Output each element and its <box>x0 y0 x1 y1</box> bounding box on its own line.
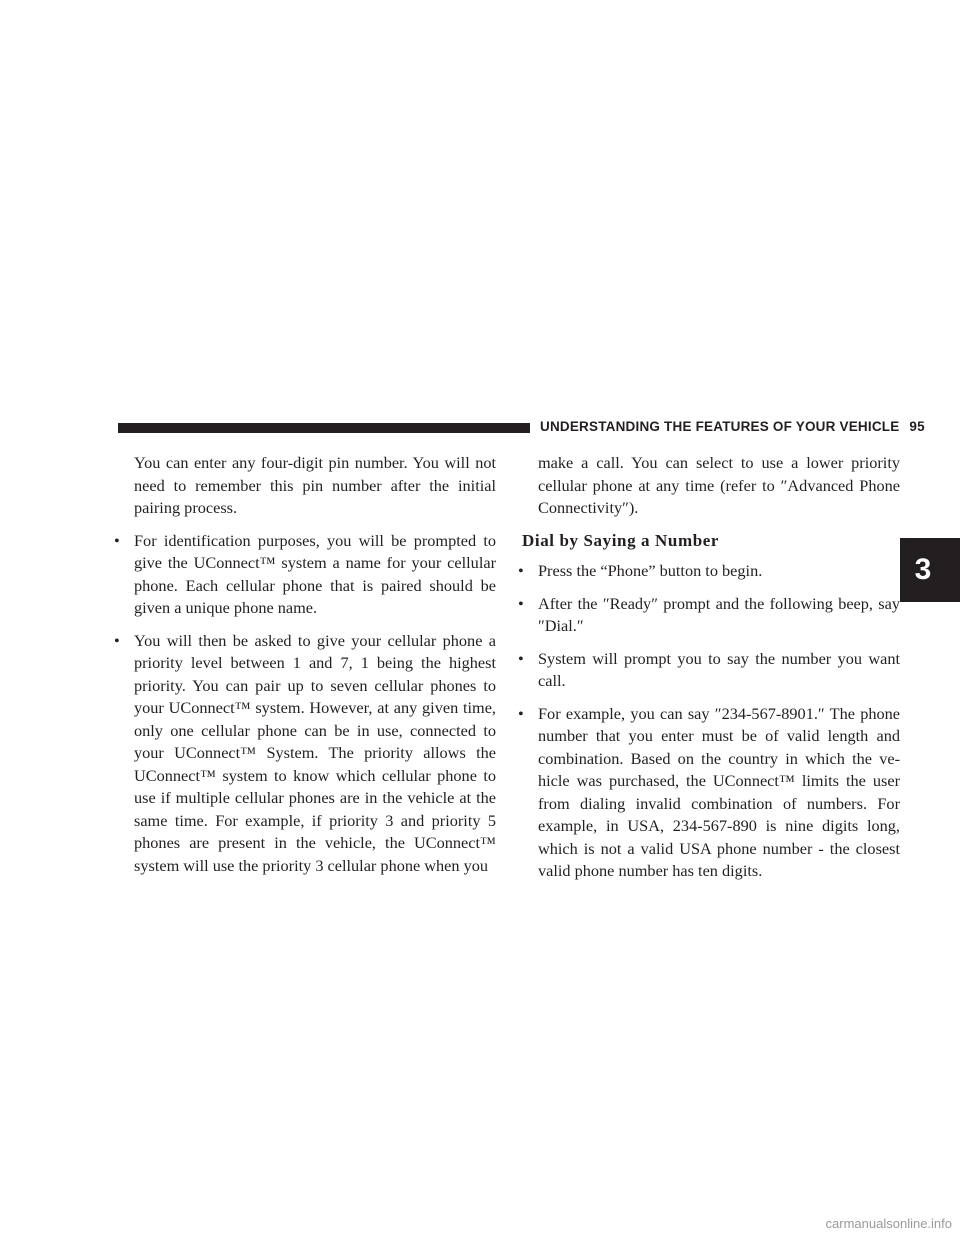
bullet-icon: • <box>518 703 524 723</box>
right-column <box>518 452 900 893</box>
intro-paragraph: You can enter any four-digit pin number. You will not need to remember this pin number after the initial pairing process. <box>134 453 496 517</box>
bullet-text: You will then be asked to give your cellular phone a priority level between 1 and 7, 1 being the highest priority. You can pair up to seven cellular phones to your UConnect™ system. However, at any given time, only one cellular phone can be in use, connected to your UConnect™ System. The priority allows the UConnect™ system to know which cellular phone to use if multiple cellular phones are in the vehicle at the same time. For example, if priority 3 and priority 5 phones are present in the vehicle, the UConnect™ system will use the priority 3 cellular phone when you <box>134 630 496 875</box>
section-title: UNDERSTANDING THE FEATURES OF YOUR VEHICLE <box>540 419 900 434</box>
bullet-icon: • <box>114 630 120 650</box>
header-rule <box>118 423 530 433</box>
bullet-text: After the ″Ready″ prompt and the following beep, say ″Dial.″ <box>538 593 900 635</box>
bullet-icon: • <box>518 648 524 668</box>
bullet-item <box>518 593 900 638</box>
bullet-icon: • <box>114 530 120 550</box>
left-column <box>114 452 496 887</box>
continuation-paragraph: make a call. You can select to use a lower priority cellular phone at any time (refer to ″Advanced Phone Connectivity″). <box>538 453 900 517</box>
bullet-item <box>518 648 900 693</box>
bullet-text: For identification purposes, you will be prompted to give the UConnect™ system a name for your cellular phone. Each cellular phone that is paired should be given a unique phone name. <box>134 530 496 617</box>
bullet-text: System will prompt you to say the number you want call. <box>538 648 900 690</box>
bullet-icon: • <box>518 561 524 580</box>
chapter-number: 3 <box>914 553 932 586</box>
bullet-icon: • <box>518 593 524 613</box>
chapter-tab <box>900 538 960 602</box>
page-number: 95 <box>909 419 925 434</box>
running-header <box>540 419 925 434</box>
bullet-text: Press the “Phone” button to begin. <box>538 561 763 580</box>
bullet-text: For example, you can say ″234-567-8901.″ The phone number that you enter must be of valid length and combination. Based on the country in which the ve-hicle was purchased, the UConnect™ limits the user from dialing invalid combination of numbers. For example, in USA, 234-567-890 is nine digits long, which is not a valid USA phone number - the closest valid phone number has ten digits. <box>538 703 900 880</box>
bullet-item <box>518 560 900 583</box>
bullet-item <box>114 530 496 620</box>
section-heading: Dial by Saying a Number <box>522 530 720 550</box>
bullet-item <box>114 630 496 878</box>
watermark: carmanualsonline.info <box>825 1216 952 1231</box>
bullet-item <box>518 703 900 883</box>
